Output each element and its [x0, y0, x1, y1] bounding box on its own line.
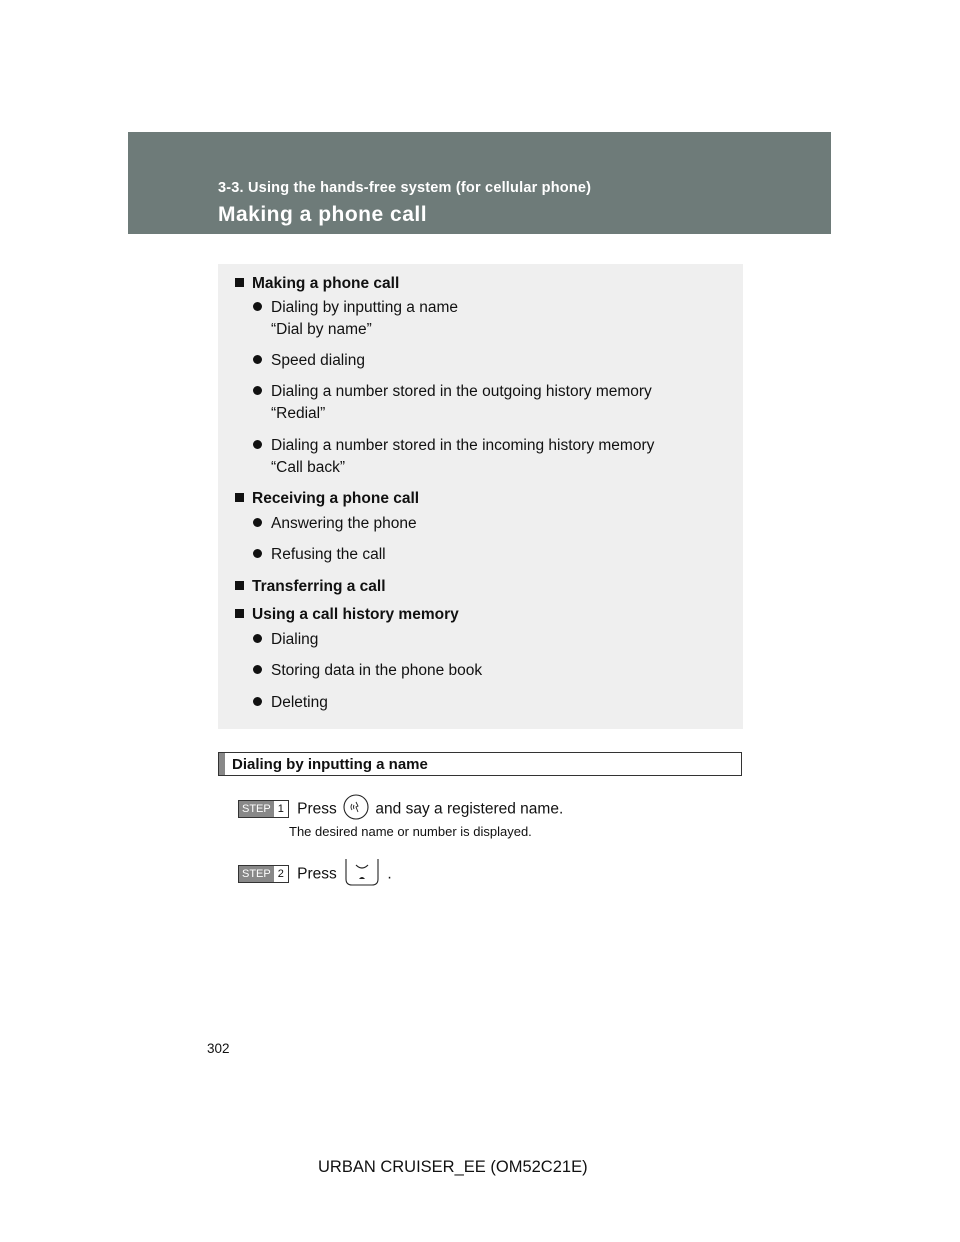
heading-accent-bar: [219, 753, 225, 775]
bullet-icon: [253, 355, 262, 364]
square-bullet-icon: [235, 493, 244, 502]
summary-group-label: Using a call history memory: [235, 604, 459, 626]
summary-group-label: Receiving a phone call: [235, 488, 419, 510]
summary-item: Speed dialing: [253, 350, 365, 372]
summary-item: Dialing by inputting a name “Dial by name”: [253, 297, 458, 341]
section-heading: Dialing by inputting a name: [218, 752, 742, 776]
bullet-icon: [253, 518, 262, 527]
step-1-note: The desired name or number is displayed.: [289, 824, 532, 839]
bullet-icon: [253, 302, 262, 311]
bullet-icon: [253, 634, 262, 643]
summary-item: Storing data in the phone book: [253, 660, 482, 682]
section-title: 3-3. Using the hands-free system (for cellular phone): [218, 180, 592, 196]
summary-group-label: Transferring a call: [235, 576, 386, 598]
square-bullet-icon: [235, 581, 244, 590]
step-badge: STEP 1: [238, 800, 289, 818]
summary-item: Dialing a number stored in the outgoing history memory “Redial”: [253, 381, 652, 425]
step-1: STEP 1 Press and say a registered name.: [238, 794, 563, 825]
voice-command-icon: [341, 794, 371, 825]
bullet-icon: [253, 697, 262, 706]
bullet-icon: [253, 386, 262, 395]
summary-item: Refusing the call: [253, 544, 386, 566]
bullet-icon: [253, 549, 262, 558]
summary-item: Answering the phone: [253, 513, 417, 535]
summary-item: Dialing a number stored in the incoming history memory “Call back”: [253, 435, 654, 479]
summary-item: Deleting: [253, 692, 328, 714]
off-hook-icon: [341, 857, 383, 892]
bullet-icon: [253, 440, 262, 449]
summary-box: [218, 264, 743, 729]
chapter-header: [128, 132, 831, 234]
summary-group-label: Making a phone call: [235, 273, 399, 295]
step-badge: STEP 2: [238, 865, 289, 883]
square-bullet-icon: [235, 609, 244, 618]
footer-model: URBAN CRUISER_EE (OM52C21E): [318, 1158, 588, 1176]
square-bullet-icon: [235, 278, 244, 287]
page-title: Making a phone call: [218, 203, 428, 226]
step-2: STEP 2 Press .: [238, 857, 392, 892]
bullet-icon: [253, 665, 262, 674]
page-number: 302: [207, 1041, 230, 1056]
summary-item: Dialing: [253, 629, 318, 651]
